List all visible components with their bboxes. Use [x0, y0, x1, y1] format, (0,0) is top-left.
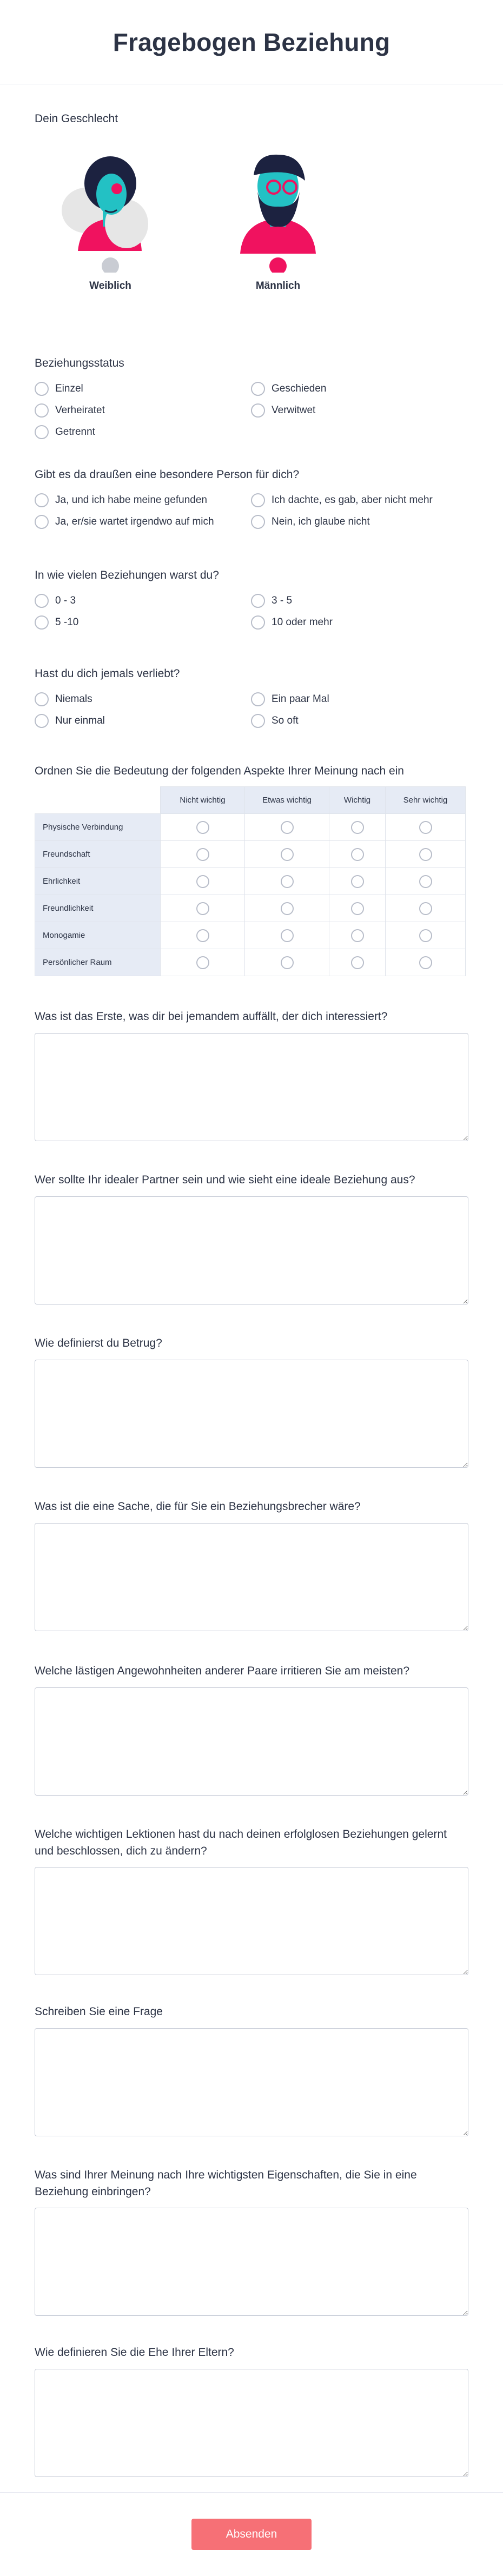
answer-textarea[interactable] — [35, 1867, 468, 1975]
female-avatar-icon — [56, 143, 164, 273]
radio-button[interactable] — [35, 425, 49, 439]
text-question-annoying-habits — [35, 1663, 468, 1803]
matrix-cell — [245, 814, 329, 841]
radio-button[interactable] — [35, 382, 49, 396]
gender-option-male-label: Männlich — [255, 280, 301, 292]
matrix-column-header: Nicht wichtig — [161, 787, 245, 814]
matrix-row — [35, 868, 466, 895]
matrix-radio[interactable] — [419, 821, 432, 834]
matrix-row-label: Persönlicher Raum — [35, 949, 161, 976]
radio-option-label: Verwitwet — [272, 405, 316, 416]
form-title: Fragebogen Beziehung — [112, 28, 391, 56]
matrix-radio[interactable] — [419, 929, 432, 942]
matrix-radio[interactable] — [281, 902, 294, 915]
text-question-label: Schreiben Sie eine Frage — [35, 2005, 163, 2018]
matrix-radio[interactable] — [351, 848, 364, 861]
matrix-cell — [161, 895, 245, 922]
radio-button[interactable] — [35, 403, 49, 418]
radio-option-label: Ja, und ich habe meine gefunden — [55, 494, 207, 506]
text-question-ideal-partner — [35, 1171, 468, 1312]
radio-button[interactable] — [35, 515, 49, 529]
radio-option-label: Nein, ich glaube nicht — [272, 516, 370, 527]
text-question-label: Was sind Ihrer Meinung nach Ihre wichtigsten Eigenschaften, die Sie in eine Beziehung einbringen? — [35, 2169, 417, 2198]
matrix-cell — [161, 922, 245, 949]
radio-option[interactable] — [251, 614, 467, 631]
matrix-row-label: Ehrlichkeit — [35, 868, 161, 895]
matrix-cell — [386, 895, 466, 922]
matrix-radio[interactable] — [281, 848, 294, 861]
text-question-label: Was ist das Erste, was dir bei jemandem auffällt, der dich interessiert? — [35, 1010, 388, 1023]
male-avatar-icon — [224, 143, 332, 273]
in-love-options — [35, 691, 468, 729]
text-question-first-impression — [35, 1008, 468, 1149]
matrix-radio[interactable] — [351, 956, 364, 969]
matrix-cell — [161, 949, 245, 976]
radio-option-label: Ich dachte, es gab, aber nicht mehr — [272, 494, 433, 506]
text-question-label: Welche lästigen Angewohnheiten anderer Paare irritieren Sie am meisten? — [35, 1665, 410, 1677]
radio-option[interactable] — [251, 593, 467, 609]
matrix-column-header: Etwas wichtig — [245, 787, 329, 814]
matrix-radio[interactable] — [419, 956, 432, 969]
radio-option[interactable] — [251, 492, 467, 508]
matrix-cell — [386, 814, 466, 841]
radio-option[interactable] — [35, 514, 251, 530]
text-question-lessons — [35, 1826, 468, 1983]
matrix-radio[interactable] — [351, 902, 364, 915]
form-header — [0, 0, 503, 84]
radio-button[interactable] — [251, 594, 265, 608]
matrix-cell — [386, 922, 466, 949]
text-question-qualities — [35, 2167, 468, 2323]
radio-option[interactable] — [35, 713, 251, 729]
importance-matrix — [35, 786, 466, 976]
relationship-status-options — [35, 381, 468, 440]
radio-option[interactable] — [251, 381, 467, 397]
matrix-header-row — [35, 787, 466, 814]
matrix-radio[interactable] — [351, 875, 364, 888]
radio-option-label: Ja, er/sie wartet irgendwo auf mich — [55, 516, 214, 527]
gender-label: Dein Geschlecht — [35, 112, 118, 125]
relationship-status-label: Beziehungsstatus — [35, 357, 124, 369]
radio-button[interactable] — [251, 714, 265, 728]
matrix-row-label: Monogamie — [35, 922, 161, 949]
matrix-cell — [329, 949, 386, 976]
matrix-cell — [245, 949, 329, 976]
answer-textarea[interactable] — [35, 2208, 468, 2316]
matrix-row — [35, 922, 466, 949]
text-question-dealbreaker — [35, 1498, 468, 1639]
matrix-radio[interactable] — [281, 929, 294, 942]
radio-option-label: Nur einmal — [55, 715, 105, 726]
radio-option[interactable] — [35, 402, 251, 419]
matrix-cell — [329, 868, 386, 895]
radio-button[interactable] — [251, 493, 265, 507]
answer-textarea[interactable] — [35, 2369, 468, 2477]
radio-option-label: 10 oder mehr — [272, 617, 333, 628]
matrix-radio[interactable] — [196, 956, 209, 969]
matrix-row — [35, 895, 466, 922]
matrix-radio[interactable] — [281, 875, 294, 888]
radio-button[interactable] — [35, 714, 49, 728]
submit-button[interactable]: Absenden — [191, 2519, 312, 2550]
matrix-cell — [329, 814, 386, 841]
matrix-cell — [161, 868, 245, 895]
in-love-question — [35, 665, 468, 730]
matrix-column-header: Wichtig — [329, 787, 386, 814]
form-footer — [0, 2492, 503, 2576]
radio-option-label: 3 - 5 — [272, 595, 293, 606]
relationship-count-question — [35, 567, 468, 632]
in-love-label: Hast du dich jemals verliebt? — [35, 667, 180, 680]
matrix-radio[interactable] — [196, 875, 209, 888]
special-person-question — [35, 466, 468, 531]
radio-button[interactable] — [35, 615, 49, 630]
radio-option[interactable] — [251, 402, 467, 419]
matrix-row — [35, 949, 466, 976]
radio-option-label: Getrennt — [55, 426, 95, 438]
text-question-custom — [35, 2003, 468, 2144]
radio-option[interactable] — [35, 614, 251, 631]
radio-option[interactable] — [35, 381, 251, 397]
radio-button[interactable] — [251, 515, 265, 529]
radio-button[interactable] — [35, 692, 49, 706]
text-question-label: Was ist die eine Sache, die für Sie ein Beziehungsbrecher wäre? — [35, 1500, 361, 1513]
matrix-row-label: Freundschaft — [35, 841, 161, 868]
answer-textarea[interactable] — [35, 1196, 468, 1304]
radio-button[interactable] — [251, 615, 265, 630]
matrix-cell — [386, 841, 466, 868]
relationship-count-label: In wie vielen Beziehungen warst du? — [35, 569, 219, 581]
matrix-label: Ordnen Sie die Bedeutung der folgenden Aspekte Ihrer Meinung nach ein — [35, 765, 404, 777]
radio-option[interactable] — [251, 713, 467, 729]
matrix-cell — [329, 922, 386, 949]
text-question-label: Wie definieren Sie die Ehe Ihrer Eltern? — [35, 2346, 234, 2359]
radio-button[interactable] — [251, 403, 265, 418]
answer-textarea[interactable] — [35, 1360, 468, 1468]
matrix-cell — [245, 841, 329, 868]
importance-matrix-question — [35, 763, 468, 979]
gender-option-male[interactable] — [224, 143, 332, 292]
radio-button[interactable] — [251, 692, 265, 706]
matrix-cell — [161, 841, 245, 868]
matrix-radio[interactable] — [419, 848, 432, 861]
radio-button[interactable] — [35, 594, 49, 608]
text-question-label: Welche wichtigen Lektionen hast du nach deinen erfolglosen Beziehungen gelernt und beschlossen, dich zu ändern? — [35, 1828, 447, 1857]
relationship-count-options — [35, 593, 468, 631]
text-question-label: Wer sollte Ihr idealer Partner sein und wie sieht eine ideale Beziehung aus? — [35, 1174, 415, 1186]
matrix-row — [35, 841, 466, 868]
relationship-status-question — [35, 355, 468, 441]
matrix-radio[interactable] — [419, 902, 432, 915]
matrix-radio[interactable] — [196, 821, 209, 834]
answer-textarea[interactable] — [35, 1033, 468, 1141]
matrix-radio[interactable] — [281, 821, 294, 834]
radio-option-label: Niemals — [55, 693, 92, 705]
gender-options — [56, 143, 332, 292]
radio-option[interactable] — [251, 691, 467, 707]
answer-textarea[interactable] — [35, 1523, 468, 1631]
gender-option-female-label: Weiblich — [89, 280, 131, 292]
matrix-corner — [35, 787, 161, 814]
matrix-cell — [245, 868, 329, 895]
matrix-cell — [329, 841, 386, 868]
matrix-cell — [245, 922, 329, 949]
matrix-radio[interactable] — [196, 929, 209, 942]
matrix-cell — [161, 814, 245, 841]
matrix-radio[interactable] — [281, 956, 294, 969]
matrix-radio[interactable] — [196, 902, 209, 915]
matrix-row — [35, 814, 466, 841]
radio-button[interactable] — [251, 382, 265, 396]
gender-option-female[interactable] — [56, 143, 164, 292]
radio-option[interactable] — [35, 424, 251, 440]
radio-option[interactable] — [251, 514, 467, 530]
matrix-cell — [245, 895, 329, 922]
text-question-label: Wie definierst du Betrug? — [35, 1337, 162, 1349]
radio-option[interactable] — [35, 492, 251, 508]
matrix-cell — [329, 895, 386, 922]
radio-option-label: Geschieden — [272, 383, 327, 394]
matrix-row-label: Freundlichkeit — [35, 895, 161, 922]
text-question-cheating — [35, 1335, 468, 1475]
matrix-row-label: Physische Verbindung — [35, 814, 161, 841]
radio-option-label: 5 -10 — [55, 617, 79, 628]
answer-textarea[interactable] — [35, 1687, 468, 1796]
radio-option[interactable] — [35, 691, 251, 707]
matrix-radio[interactable] — [419, 875, 432, 888]
matrix-column-header: Sehr wichtig — [386, 787, 466, 814]
radio-option[interactable] — [35, 593, 251, 609]
answer-textarea[interactable] — [35, 2028, 468, 2136]
special-person-label: Gibt es da draußen eine besondere Person für dich? — [35, 468, 300, 481]
gender-question — [35, 110, 468, 316]
radio-option-label: 0 - 3 — [55, 595, 76, 606]
matrix-cell — [386, 868, 466, 895]
radio-option-label: Ein paar Mal — [272, 693, 329, 705]
matrix-radio[interactable] — [196, 848, 209, 861]
radio-option-label: Einzel — [55, 383, 83, 394]
special-person-options — [35, 492, 468, 530]
radio-option-label: Verheiratet — [55, 405, 105, 416]
matrix-radio[interactable] — [351, 929, 364, 942]
text-question-parents-marriage — [35, 2344, 468, 2485]
matrix-cell — [386, 949, 466, 976]
matrix-radio[interactable] — [351, 821, 364, 834]
radio-option-label: So oft — [272, 715, 299, 726]
radio-button[interactable] — [35, 493, 49, 507]
